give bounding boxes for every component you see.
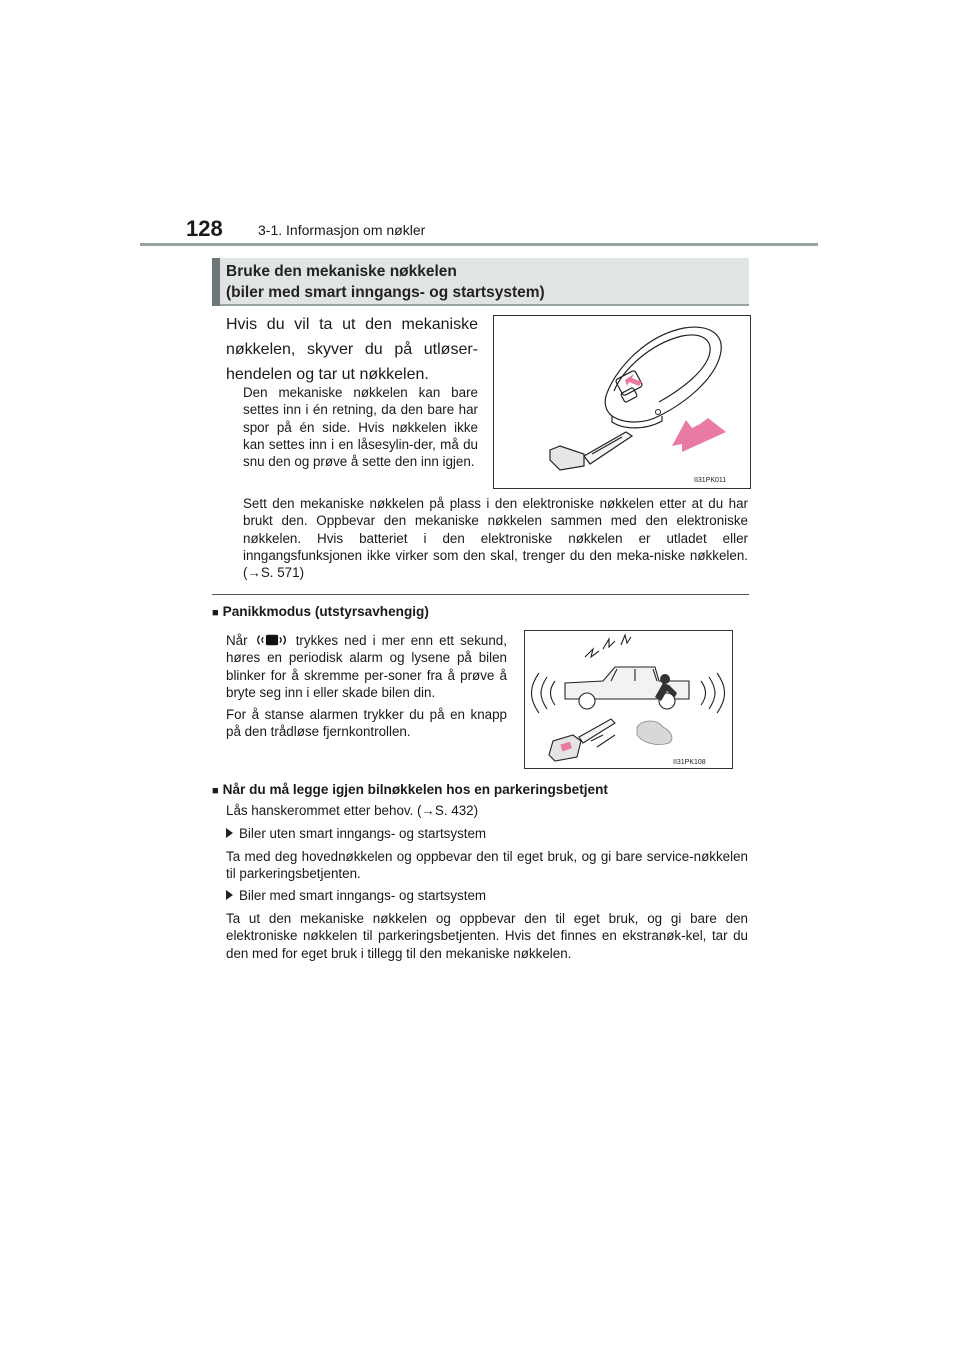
square-bullet-icon: ■: [212, 785, 219, 797]
section-header-bar: [212, 258, 220, 306]
parking-subheading-1-text: Biler uten smart inngangs- og startsystem: [239, 826, 487, 841]
panic-button-icon: [254, 633, 290, 647]
triangle-bullet-icon: [226, 890, 233, 900]
panic-alarm-illustration: [525, 631, 732, 768]
parking-heading: [212, 782, 608, 797]
square-bullet-icon: ■: [212, 607, 219, 619]
mechanical-key-note-1: Den mekaniske nøkkelen kan bare settes inn i én retning, da den bare har spor på én side. Hvis nøkkelen ikke kan settes inn i en låsesylin-der, må du snu den og prøve å sette den inn igjen.: [243, 385, 478, 470]
panic-mode-heading: [212, 604, 429, 619]
panic-mode-figure: [524, 630, 733, 769]
chapter-title: 3-1. Informasjon om nøkler: [258, 222, 426, 238]
panic-mode-text: [226, 632, 507, 741]
panic-text-after: trykkes ned i mer enn ett sekund, høres en periodisk alarm og lysene på bilen blinker for å skremme per-soner fra å prøve å bryte seg inn i eller skade bilen din.: [226, 633, 507, 700]
figure-code-2: II31PK108: [673, 759, 706, 766]
electronic-key-illustration: [494, 316, 750, 488]
mechanical-key-intro: Hvis du vil ta ut den mekaniske nøkkelen, skyver du på utløser-hendelen og tar ut nøkkelen.: [226, 316, 478, 383]
parking-subheading-1: [226, 826, 486, 841]
insert-arrow: [672, 418, 726, 452]
parking-text-2: Ta med deg hovednøkkelen og oppbevar den til eget bruk, og gi bare service-nøkkelen til parkeringsbetjenten.: [226, 849, 748, 882]
section-title: [226, 261, 545, 303]
parking-text-3: Ta ut den mekaniske nøkkelen og oppbevar den til eget bruk, og gi bare den elektroniske nøkkelen til parkeringsbetjenten. Hvis det finnes en ekstranøk-kel, tar du den med for eget bruk i tillegg til den mekaniske nøkkelen.: [226, 911, 748, 961]
section-divider: [212, 594, 749, 595]
parking-subheading-2: [226, 888, 486, 903]
mechanical-key-figure: [493, 315, 751, 489]
panic-text-before: Når: [226, 633, 248, 648]
section-title-line2: (biler med smart inngangs- og startsystem): [226, 284, 545, 301]
section-title-line1: Bruke den mekaniske nøkkelen: [226, 263, 457, 280]
panic-mode-heading-text: Panikkmodus (utstyrsavhengig): [222, 604, 429, 619]
parking-heading-text: Når du må legge igjen bilnøkkelen hos en parkeringsbetjent: [222, 782, 608, 797]
triangle-bullet-icon: [226, 828, 233, 838]
header-rule: [140, 243, 818, 246]
mechanical-key-note-2: Sett den mekaniske nøkkelen på plass i den elektroniske nøkkelen etter at du har brukt den. Oppbevar den mekaniske nøkkelen sammen med den elektroniske nøkkelen. Hvis batteriet i den elektroniske nøkkelen er utladet eller inngangsfunksjonen ikke virker som den skal, trenger du den meka-niske nøkkelen. (→S. 571): [243, 496, 748, 581]
page-number: 128: [186, 216, 223, 241]
figure-code-1: II31PK011: [694, 477, 727, 484]
parking-text-1: Lås hanskerommet etter behov. (→S. 432): [226, 803, 479, 818]
parking-subheading-2-text: Biler med smart inngangs- og startsystem: [239, 888, 487, 903]
panic-text-2: For å stanse alarmen trykker du på en knapp på den trådløse fjernkontrollen.: [226, 707, 507, 740]
